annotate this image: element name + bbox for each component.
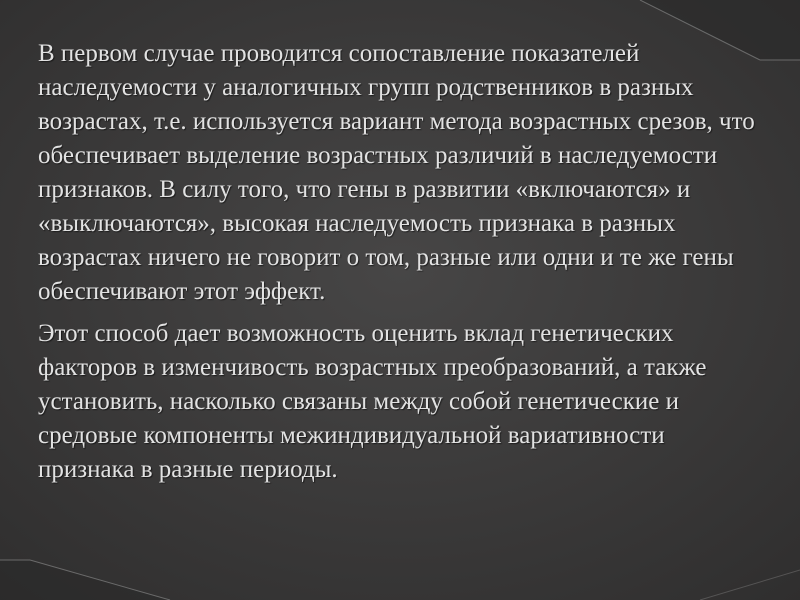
paragraph-2: Этот способ дает возможность оценить вклад генетических факторов в изменчивость возрастных преобразований, а также установить, насколько связаны между собой генетические и средовые компоненты межиндивидуальной вариативности признака в разные периоды. — [38, 320, 707, 483]
slide-body-text — [38, 37, 758, 487]
paragraph-1: В первом случае проводится сопоставление показателей наследуемости у аналогичных групп родственников в разных возрастах, т.е. используется вариант метода возрастных срезов, что обеспечивает выделение возрастных различий в наследуемости признаков. В силу того, что гены в развитии «включаются» и «выключаются», высокая наследуемость признака в разных возрастах ничего не говорит о том, разные или одни и те же гены обеспечивают этот эффект. — [38, 40, 755, 305]
